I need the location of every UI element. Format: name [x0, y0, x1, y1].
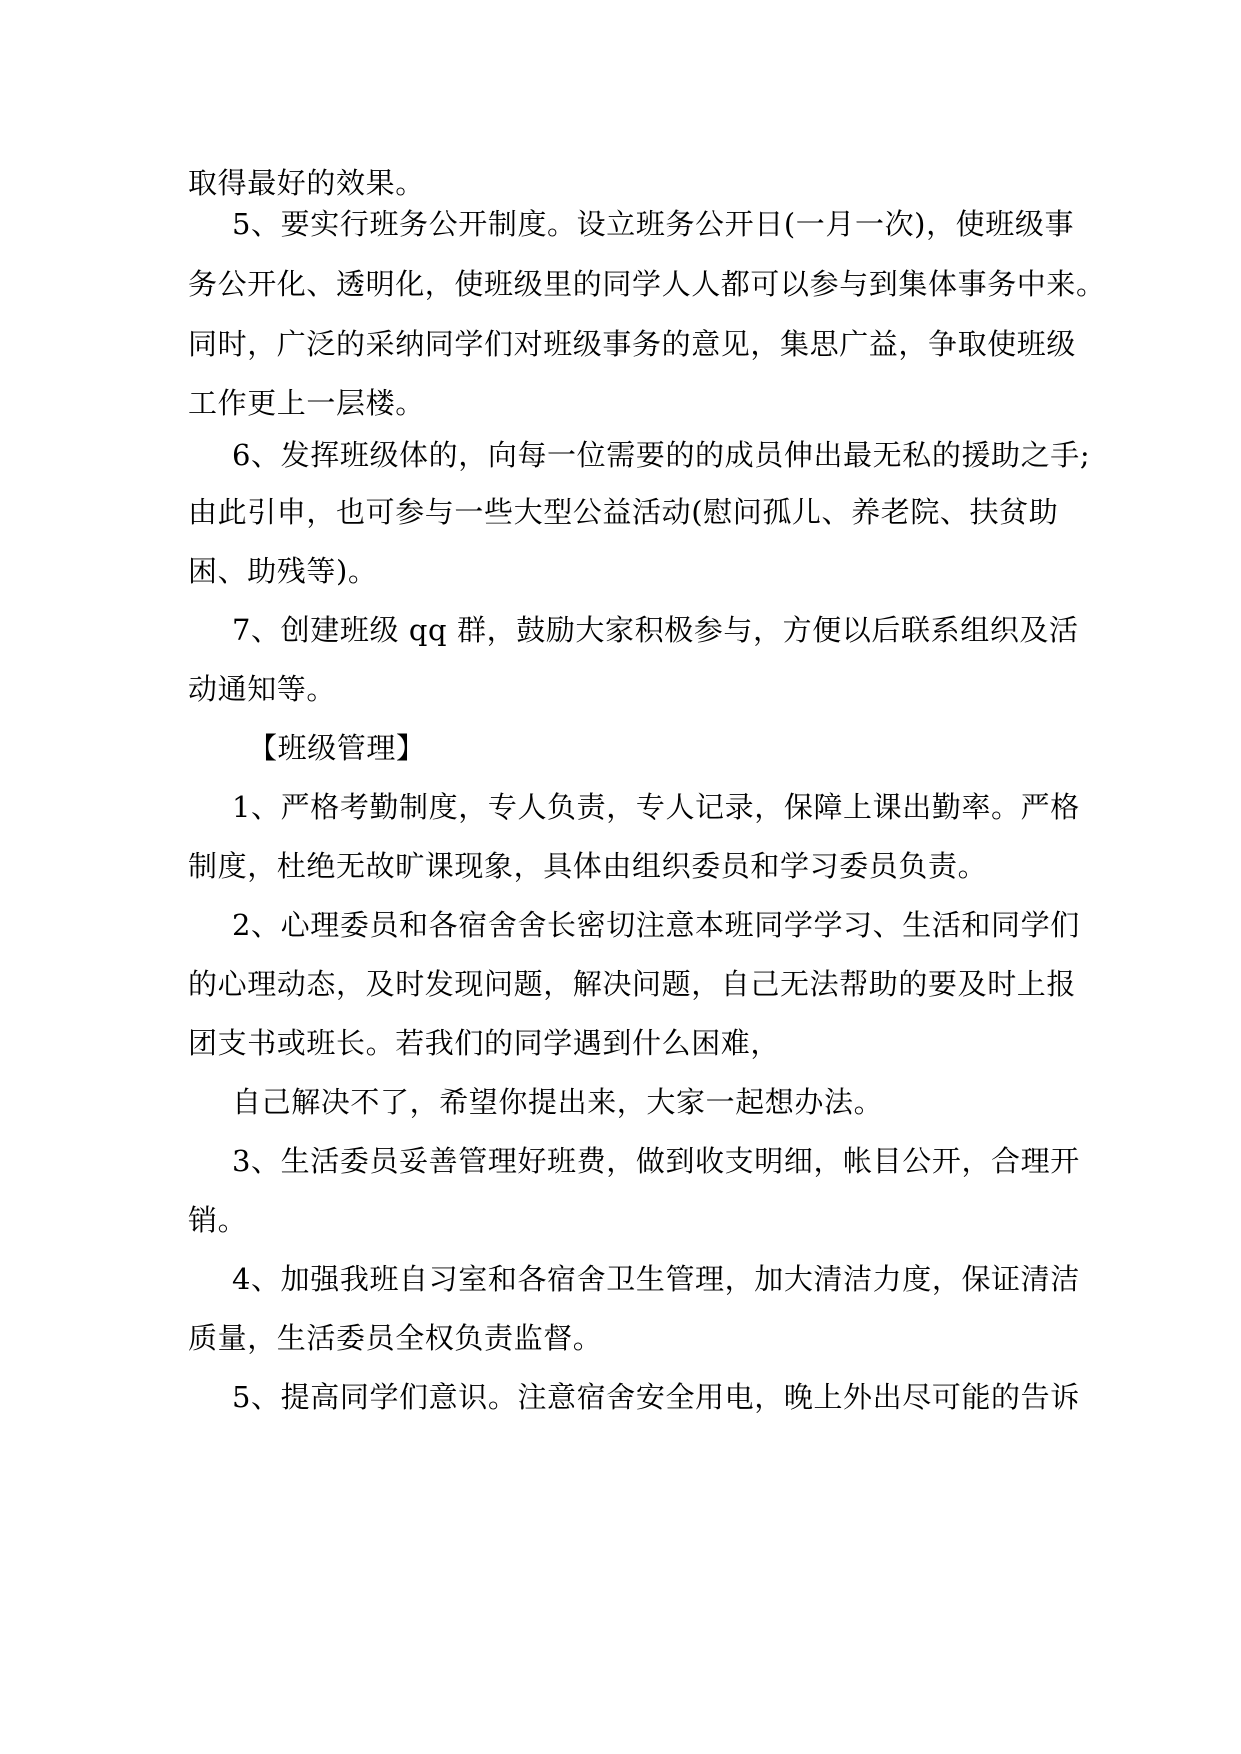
- paragraph-line: 自己解决不了，希望你提出来，大家一起想办法。: [232, 1085, 884, 1119]
- paragraph-line: 团支书或班长。若我们的同学遇到什么困难，: [188, 1026, 781, 1060]
- paragraph-line: 务公开化、透明化，使班级里的同学人人都可以参与到集体事务中来。: [188, 267, 1106, 301]
- paragraph-line: 工作更上一层楼。: [188, 386, 425, 420]
- paragraph-line: 2、心理委员和各宿舍舍长密切注意本班同学学习、生活和同学们: [232, 908, 1080, 942]
- paragraph-line: 动通知等。: [188, 672, 337, 706]
- paragraph-line: 4、加强我班自习室和各宿舍卫生管理，加大清洁力度，保证清洁: [232, 1262, 1080, 1296]
- paragraph-line: 由此引申，也可参与一些大型公益活动(慰问孤儿、养老院、扶贫助: [188, 495, 1059, 529]
- paragraph-line: 1、严格考勤制度，专人负责，专人记录，保障上课出勤率。严格: [232, 790, 1080, 824]
- section-heading: 【班级管理】: [248, 731, 426, 765]
- paragraph-line: 困、助残等)。: [188, 554, 378, 588]
- paragraph-line: 质量，生活委员全权负责监督。: [188, 1321, 603, 1355]
- paragraph-line: 5、要实行班务公开制度。设立班务公开日(一月一次)，使班级事: [232, 207, 1075, 241]
- paragraph-line: 同时，广泛的采纳同学们对班级事务的意见，集思广益，争取使班级: [188, 327, 1077, 361]
- paragraph-line: 3、生活委员妥善管理好班费，做到收支明细，帐目公开，合理开: [232, 1144, 1080, 1178]
- paragraph-line: 5、提高同学们意识。注意宿舍安全用电，晚上外出尽可能的告诉: [232, 1380, 1080, 1414]
- paragraph-line: 6、发挥班级体的，向每一位需要的的成员伸出最无私的援助之手;: [232, 438, 1091, 472]
- paragraph-line: 的心理动态，及时发现问题，解决问题，自己无法帮助的要及时上报: [188, 967, 1077, 1001]
- paragraph-line: 7、创建班级 qq 群，鼓励大家积极参与，方便以后联系组织及活: [232, 613, 1079, 647]
- paragraph-line: 销。: [188, 1203, 248, 1237]
- paragraph-line: 制度，杜绝无故旷课现象，具体由组织委员和学习委员负责。: [188, 849, 988, 883]
- paragraph-line: 取得最好的效果。: [188, 166, 425, 200]
